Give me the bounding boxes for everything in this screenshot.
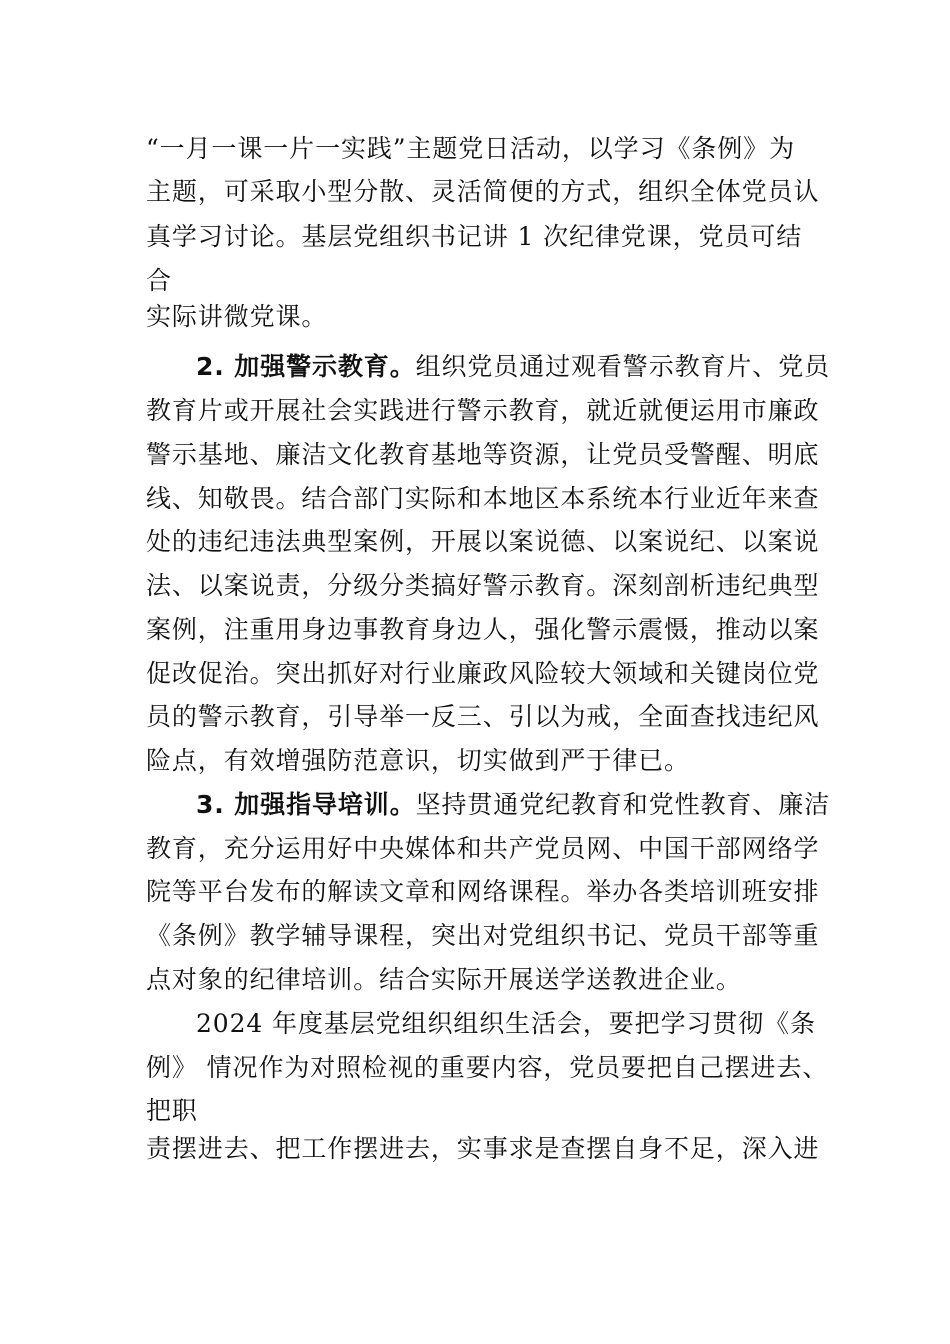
paragraph-2-line-6: 法、以案说责，分级分类搞好警示教育。深刻剖析违纪典型 bbox=[146, 571, 820, 600]
paragraph-1-line-3: 真学习讨论。基层党组织书记讲 1 次纪律党课，党员可结 bbox=[146, 222, 803, 251]
paragraph-1-line-2: 主题，可采取小型分散、灵活简便的方式，组织全体党员认 bbox=[146, 177, 820, 206]
paragraph-3-line-2: 教育，充分运用好中央媒体和共产党员网、中国干部网络学 bbox=[146, 834, 820, 863]
paragraph-2-line-8: 促改促治。突出抓好对行业廉政风险较大领域和关键岗位党 bbox=[146, 659, 820, 688]
paragraph-3-line-4: 《条例》教学辅导课程，突出对党组织书记、党员干部等重 bbox=[146, 921, 820, 950]
paragraph-1-line-4: 合 bbox=[146, 266, 172, 295]
paragraph-2-line-10: 险点，有效增强防范意识，切实做到严于律已。 bbox=[146, 746, 690, 775]
paragraph-3-line-3: 院等平台发布的解读文章和网络课程。举办各类培训班安排 bbox=[146, 877, 820, 906]
section-heading-guidance-training: 3. 加强指导培训。 bbox=[196, 790, 416, 819]
paragraph-2-line-9: 员的警示教育，引导举一反三、引以为戒，全面查找违纪风 bbox=[146, 702, 820, 731]
paragraph-4-line-3: 把职 bbox=[146, 1096, 198, 1125]
paragraph-4-line-4: 责摆进去、把工作摆进去，实事求是查摆自身不足，深入进 bbox=[146, 1134, 820, 1163]
section-heading-warning-education: 2. 加强警示教育。 bbox=[196, 352, 416, 381]
paragraph-2-line-5: 处的违纪违法典型案例，开展以案说德、以案说纪、以案说 bbox=[146, 527, 820, 556]
paragraph-3-line-1-text: 坚持贯通党纪教育和党性教育、廉洁 bbox=[415, 790, 831, 819]
paragraph-3-line-5: 点对象的纪律培训。结合实际开展送学送教进企业。 bbox=[146, 965, 742, 994]
paragraph-2-line-3: 警示基地、廉洁文化教育基地等资源，让党员受警醒、明底 bbox=[146, 440, 820, 469]
paragraph-2-line-1-text: 组织党员通过观看警示教育片、党员 bbox=[415, 352, 831, 381]
paragraph-2-line-7: 案例，注重用身边事教育身边人，强化警示震慑，推动以案 bbox=[146, 615, 820, 644]
paragraph-1-line-1: “一月一课一片一实践”主题党日活动，以学习《条例》为 bbox=[146, 134, 795, 163]
paragraph-1-line-5: 实际讲微党课。 bbox=[146, 302, 328, 331]
paragraph-4-line-2: 例》 情况作为对照检视的重要内容，党员要把自己摆进去、 bbox=[146, 1053, 829, 1082]
paragraph-2-line-1 bbox=[196, 352, 830, 382]
paragraph-3-line-1 bbox=[196, 790, 830, 820]
paragraph-2-line-2: 教育片或开展社会实践进行警示教育，就近就便运用市廉政 bbox=[146, 396, 820, 425]
paragraph-2-line-4: 线、知敬畏。结合部门实际和本地区本系统本行业近年来查 bbox=[146, 484, 820, 513]
paragraph-4-line-1: 2024 年度基层党组织组织生活会，要把学习贯彻《条 bbox=[196, 1009, 816, 1038]
